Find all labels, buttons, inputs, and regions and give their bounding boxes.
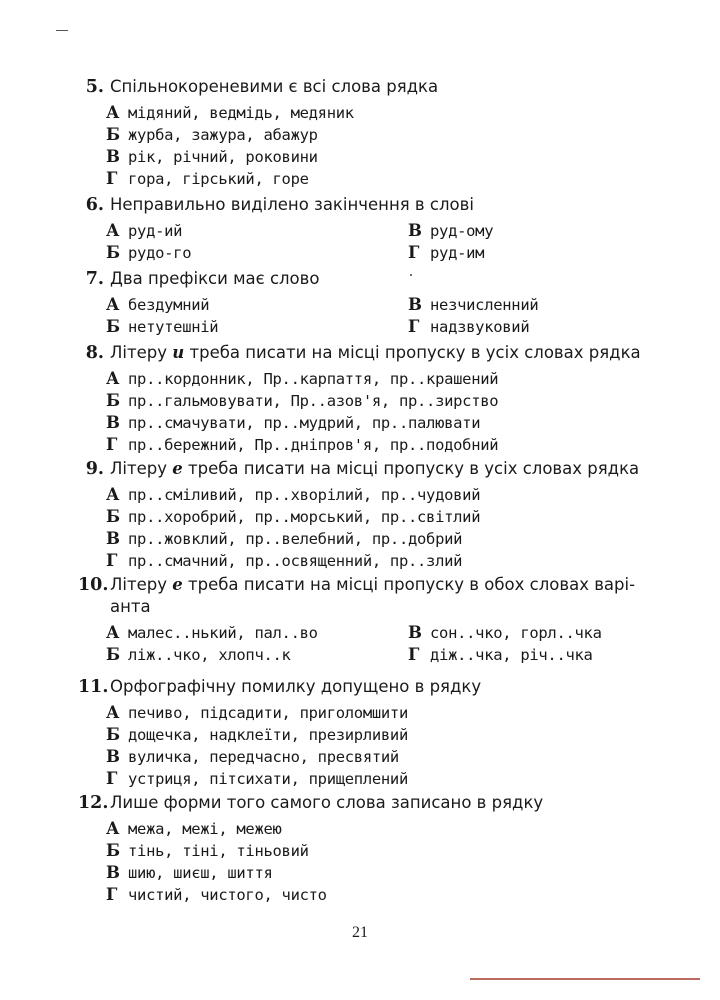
answer-option: В шию, шиєш, шиття bbox=[106, 863, 273, 882]
answer-option: В сон..чко, горл..чка bbox=[408, 623, 602, 642]
question-number: 6. bbox=[85, 195, 104, 215]
answer-option: В пр..жовклий, пр..велебний, пр..добрий bbox=[106, 529, 463, 548]
question-5 bbox=[78, 76, 658, 190]
question-number: 7. bbox=[85, 269, 104, 289]
question-number: 12. bbox=[78, 793, 109, 813]
question-12 bbox=[78, 792, 658, 906]
question-text: Неправильно виділено закінчення в слові bbox=[110, 195, 474, 214]
answer-option: А малес..нький, пал..во bbox=[106, 623, 318, 642]
answer-option: А мідяний, ведмідь, медяник bbox=[106, 103, 354, 122]
answer-option: Г пр..смачний, пр..освященний, пр..злий bbox=[106, 551, 463, 570]
answer-option: Б дощечка, надклеїти, презирливий bbox=[106, 725, 408, 744]
answer-option: В вуличка, передчасно, пресвятий bbox=[106, 747, 399, 766]
question-6 bbox=[78, 194, 658, 264]
answer-option: Г чистий, чистого, чисто bbox=[106, 885, 327, 904]
question-text: Спільнокореневими є всі слова рядка bbox=[110, 77, 439, 96]
answer-option: В рік, річний, роковини bbox=[106, 147, 318, 166]
answer-option: Б тінь, тіні, тіньовий bbox=[106, 841, 309, 860]
page-number: 21 bbox=[352, 924, 368, 941]
answer-option: А пр..кордонник, Пр..карпаття, пр..крашений bbox=[106, 369, 499, 388]
question-11 bbox=[78, 676, 658, 790]
question-7 bbox=[78, 268, 658, 338]
question-text: Літеру и треба писати на місці пропуску в усіх словах рядка bbox=[110, 343, 641, 362]
answer-option: В руд-ому bbox=[408, 221, 494, 240]
question-text: Лише форми того самого слова записано в рядку bbox=[110, 793, 544, 812]
question-number: 11. bbox=[78, 677, 109, 697]
answer-option: А пр..сміливий, пр..хворілий, пр..чудовий bbox=[106, 485, 481, 504]
question-text: Орфографічну помилку допущено в рядку bbox=[110, 677, 482, 696]
answer-option: Г діж..чка, річ..чка bbox=[408, 645, 593, 664]
question-number: 9. bbox=[85, 459, 104, 479]
question-text: Два префікси має слово bbox=[110, 269, 320, 288]
answer-option: В пр..смачувати, пр..мудрий, пр..палювати bbox=[106, 413, 481, 432]
answer-option: Б пр..хоробрий, пр..морський, пр..світлий bbox=[106, 507, 481, 526]
question-8 bbox=[78, 342, 658, 456]
question-number: 5. bbox=[85, 77, 104, 97]
question-10 bbox=[78, 574, 658, 666]
answer-option: Г устриця, пітсихати, прищеплений bbox=[106, 769, 408, 788]
answer-option: Б журба, зажура, абажур bbox=[106, 125, 318, 144]
answer-option: Б ліж..чко, хлопч..к bbox=[106, 645, 291, 664]
answer-option: Б рудо-го bbox=[106, 243, 192, 262]
question-9 bbox=[78, 458, 658, 572]
question-number: 10. bbox=[78, 575, 109, 595]
answer-option: Б нетутешній bbox=[106, 317, 219, 336]
page-edge-line bbox=[470, 978, 700, 980]
answer-option: А бездумний bbox=[106, 295, 210, 314]
page-mark bbox=[56, 30, 68, 31]
question-text: Літеру е треба писати на місці пропуску в обох словах варі- bbox=[110, 575, 636, 594]
answer-option: Г гора, гірський, горе bbox=[106, 169, 309, 188]
answer-option: Г руд-им bbox=[408, 243, 485, 262]
answer-option: Г пр..бережний, Пр..дніпров'я, пр..подобний bbox=[106, 435, 499, 454]
answer-option: А руд-ий bbox=[106, 221, 183, 240]
question-text-continuation: анта bbox=[110, 597, 151, 616]
answer-option: Г надзвуковий bbox=[408, 317, 530, 336]
question-number: 8. bbox=[85, 343, 104, 363]
answer-option: В незчисленний bbox=[408, 295, 539, 314]
answer-option: А межа, межі, межею bbox=[106, 819, 282, 838]
answer-option: А печиво, підсадити, приголомшити bbox=[106, 703, 408, 722]
question-text: Літеру е треба писати на місці пропуску в усіх словах рядка bbox=[110, 459, 640, 478]
answer-option: Б пр..гальмовувати, Пр..азов'я, пр..зирство bbox=[106, 391, 499, 410]
